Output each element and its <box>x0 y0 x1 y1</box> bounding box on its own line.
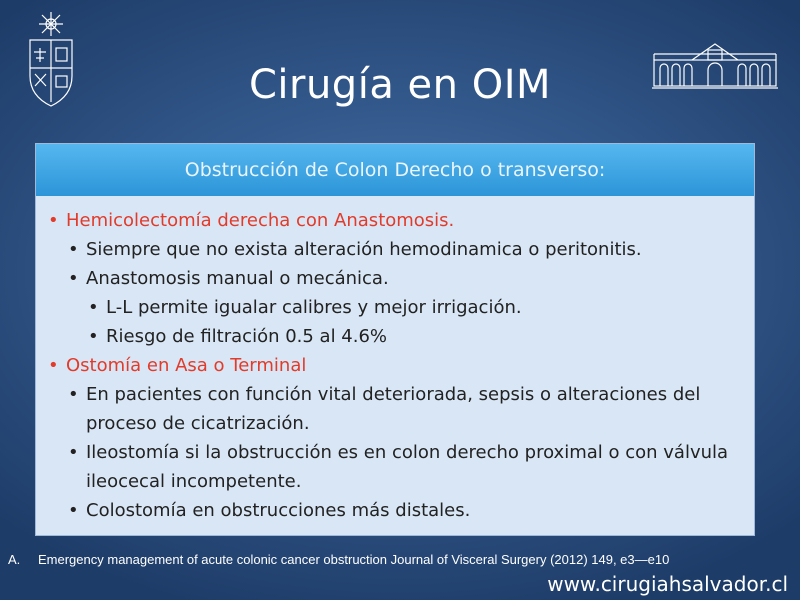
bullet-list <box>36 196 754 525</box>
list-item-text: Colostomía en obstrucciones más distales. <box>86 500 471 521</box>
list-item-text: Hemicolectomía derecha con Anastomosis. <box>66 210 455 231</box>
list-item <box>48 351 754 380</box>
content-panel <box>35 143 755 536</box>
panel-header: Obstrucción de Colon Derecho o transverso: <box>36 144 754 196</box>
footnote-marker: A. <box>8 552 21 567</box>
bullet-icon: • <box>68 384 79 405</box>
bullet-icon: • <box>48 355 59 376</box>
bullet-icon: • <box>68 500 79 521</box>
list-item-text: En pacientes con función vital deteriorada, sepsis o alteraciones del proceso de cicatrización. <box>86 384 701 434</box>
bullet-icon: • <box>88 297 99 318</box>
slide-title: Cirugía en OIM <box>248 62 552 108</box>
bullet-icon: • <box>68 442 79 463</box>
list-item <box>48 380 754 438</box>
list-item <box>48 206 754 235</box>
list-item <box>48 438 754 496</box>
list-item-text: Siempre que no exista alteración hemodinamica o peritonitis. <box>86 239 642 260</box>
bullet-icon: • <box>68 239 79 260</box>
footnote-text: Emergency management of acute colonic cancer obstruction Journal of Visceral Surgery (2012) 149, e3—e10 <box>38 552 670 567</box>
bullet-icon: • <box>48 210 59 231</box>
list-item-text: Anastomosis manual o mecánica. <box>86 268 389 289</box>
website-url: www.cirugiahsalvador.cl <box>547 572 788 596</box>
list-item-text: Ileostomía si la obstrucción es en colon derecho proximal o con válvula ileocecal incompetente. <box>86 442 729 492</box>
list-item <box>48 496 754 525</box>
list-item-text: L-L permite igualar calibres y mejor irrigación. <box>106 297 522 318</box>
list-item-text: Ostomía en Asa o Terminal <box>66 355 307 376</box>
list-item <box>48 264 754 293</box>
list-item-text: Riesgo de filtración 0.5 al 4.6% <box>106 326 388 347</box>
list-item <box>48 235 754 264</box>
bullet-icon: • <box>88 326 99 347</box>
list-item <box>48 293 754 322</box>
footnote <box>8 552 798 567</box>
bullet-icon: • <box>68 268 79 289</box>
list-item <box>48 322 754 351</box>
